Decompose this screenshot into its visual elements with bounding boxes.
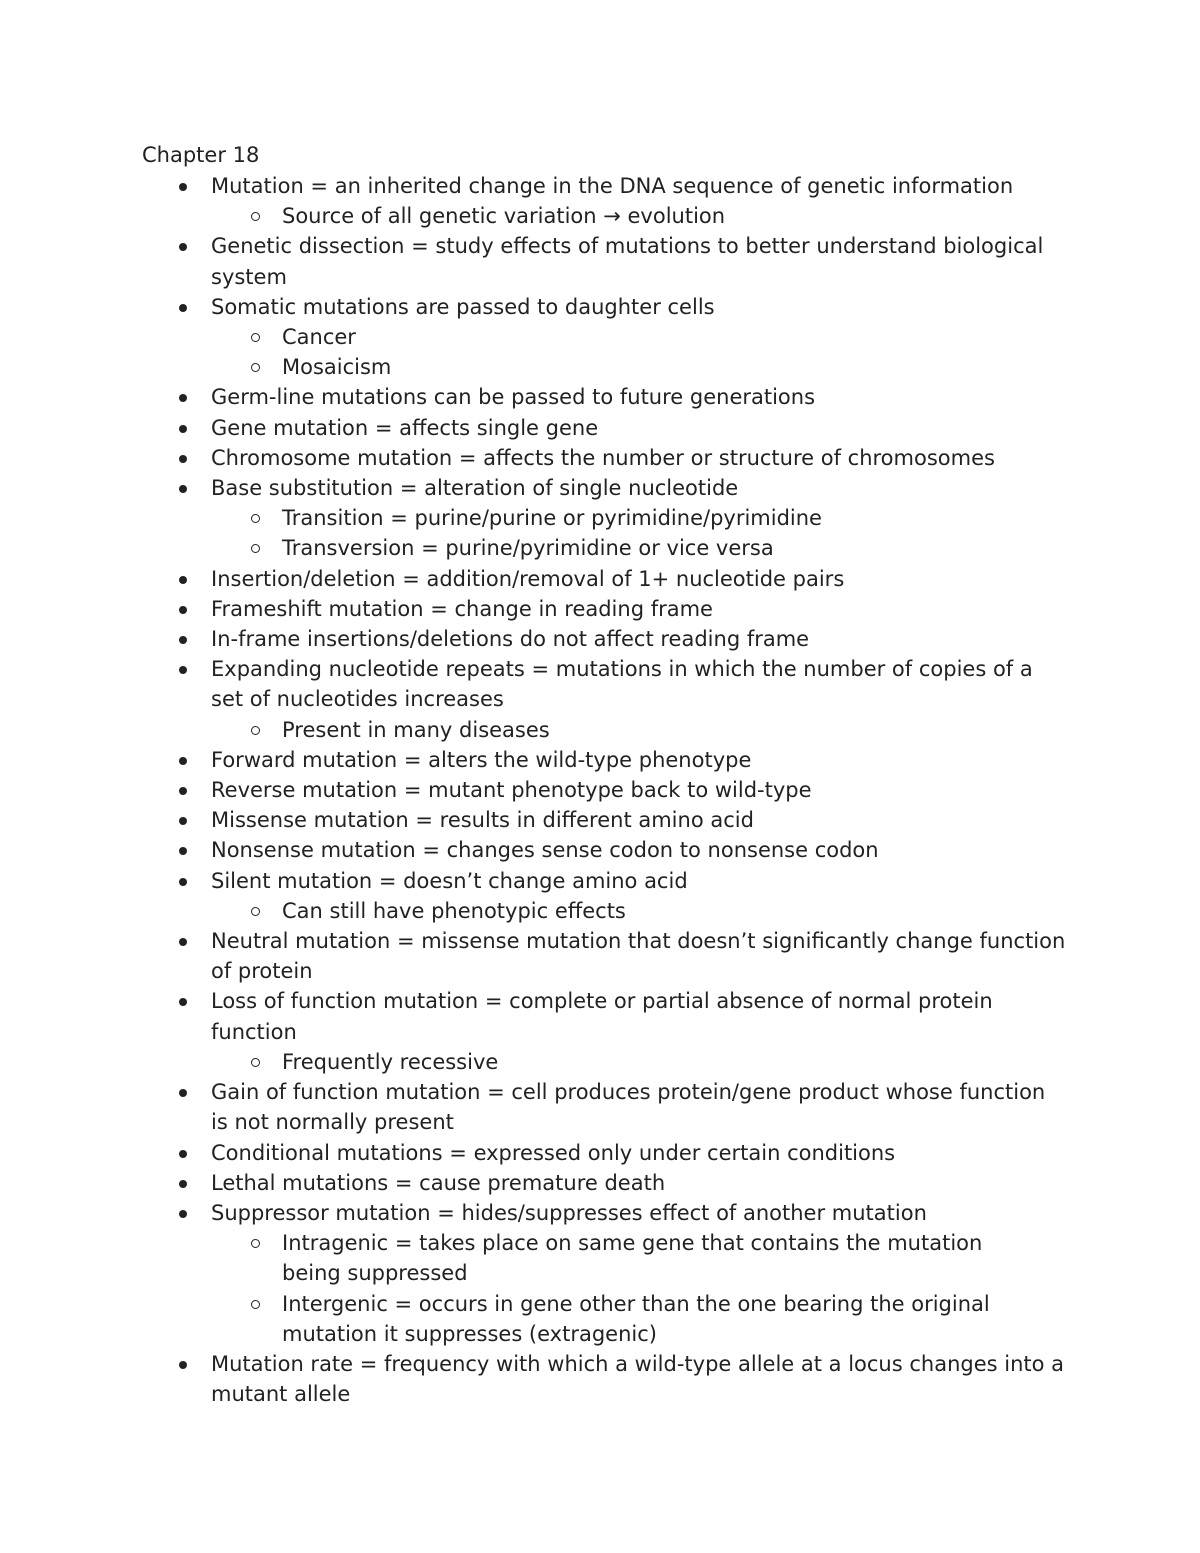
list-item-text: Insertion/deletion = addition/removal of 1+ nucleotide pairs (211, 566, 845, 591)
sub-list (211, 1047, 1066, 1077)
sub-list-item-text: Frequently recessive (282, 1049, 499, 1074)
list-item (0, 654, 1066, 745)
list-item-text: Frameshift mutation = change in reading frame (211, 596, 713, 621)
sub-list (211, 201, 1066, 231)
list-item-text: Lethal mutations = cause premature death (211, 1170, 666, 1195)
list-item (0, 171, 1066, 231)
list-item (0, 1168, 1066, 1198)
list-item (0, 1138, 1066, 1168)
list-item (0, 1198, 1066, 1349)
sub-list-item-text: Mosaicism (282, 355, 392, 380)
sub-list-item (211, 503, 1012, 533)
list-item-text: Missense mutation = results in different amino acid (211, 808, 754, 833)
sub-list (211, 503, 1066, 563)
list-item-text: Silent mutation = doesn’t change amino acid (211, 868, 688, 893)
sub-list (211, 896, 1066, 926)
list-item (0, 1349, 1066, 1409)
sub-list-item (211, 201, 1012, 231)
list-item-text: Nonsense mutation = changes sense codon to nonsense codon (211, 838, 879, 863)
sub-list-item-text: Transition = purine/purine or pyrimidine/pyrimidine (282, 506, 822, 531)
list-item-text: Neutral mutation = missense mutation that doesn’t significantly change function of protein (211, 929, 1066, 984)
list-item-text: Conditional mutations = expressed only under certain conditions (211, 1140, 896, 1165)
list-item (0, 745, 1066, 775)
bullet-list (0, 171, 1200, 1409)
list-item (0, 835, 1066, 865)
sub-list-item-text: Intragenic = takes place on same gene that contains the mutation being suppressed (282, 1231, 983, 1286)
list-item (0, 775, 1066, 805)
list-item-text: Mutation = an inherited change in the DNA sequence of genetic information (211, 174, 1014, 198)
sub-list-item-text: Present in many diseases (282, 717, 550, 742)
sub-list-item-text: Intergenic = occurs in gene other than the one bearing the original mutation it suppresses (extragenic) (282, 1291, 990, 1346)
list-item-text: Mutation rate = frequency with which a wild-type allele at a locus changes into a mutant allele (211, 1351, 1065, 1407)
sub-list-item-text: Source of all genetic variation → evolution (282, 204, 726, 229)
list-item-text: Germ-line mutations can be passed to future generations (211, 385, 816, 410)
list-item (0, 564, 1066, 594)
sub-list-item (211, 1047, 1012, 1077)
list-item (0, 473, 1066, 564)
sub-list (211, 322, 1066, 382)
sub-list-item-text: Transversion = purine/pyrimidine or vice versa (282, 536, 774, 561)
sub-list-item (211, 533, 1012, 563)
list-item (0, 926, 1066, 986)
list-item-text: Forward mutation = alters the wild-type phenotype (211, 747, 752, 772)
list-item (0, 594, 1066, 624)
list-item-text: Genetic dissection = study effects of mutations to better understand biological system (211, 234, 1044, 289)
sub-list-item (211, 1289, 1012, 1349)
sub-list-item-text: Can still have phenotypic effects (282, 898, 626, 923)
list-item-text: Chromosome mutation = affects the number or structure of chromosomes (211, 445, 995, 470)
sub-list-item (211, 322, 1012, 352)
list-item (0, 986, 1066, 1077)
list-item (0, 624, 1066, 654)
list-item-text: Gene mutation = affects single gene (211, 415, 599, 440)
sub-list-item (211, 352, 1012, 382)
list-item (0, 1077, 1066, 1137)
list-item-text: In-frame insertions/deletions do not affect reading frame (211, 627, 810, 652)
list-item-text: Reverse mutation = mutant phenotype back to wild-type (211, 778, 812, 803)
list-item (0, 413, 1066, 443)
sub-list-item-text: Cancer (282, 325, 356, 350)
chapter-title: Chapter 18 (142, 143, 260, 167)
list-item-text: Expanding nucleotide repeats = mutations in which the number of copies of a set of nucleotides increases (211, 657, 1033, 712)
sub-list-item (211, 896, 1012, 926)
list-item-text: Gain of function mutation = cell produces protein/gene product whose function is not normally present (211, 1080, 1046, 1135)
list-item-text: Somatic mutations are passed to daughter cells (211, 294, 715, 319)
list-item (0, 443, 1066, 473)
list-item (0, 805, 1066, 835)
sub-list-item (211, 1228, 1012, 1288)
list-item (0, 292, 1066, 383)
list-item (0, 866, 1066, 926)
list-item-text: Suppressor mutation = hides/suppresses effect of another mutation (211, 1200, 927, 1225)
sub-list (211, 715, 1066, 745)
list-item-text: Loss of function mutation = complete or partial absence of normal protein function (211, 989, 993, 1044)
list-item-text: Base substitution = alteration of single nucleotide (211, 476, 739, 501)
sub-list (211, 1228, 1066, 1349)
sub-list-item (211, 715, 1012, 745)
list-item (0, 382, 1066, 412)
list-item (0, 231, 1066, 291)
